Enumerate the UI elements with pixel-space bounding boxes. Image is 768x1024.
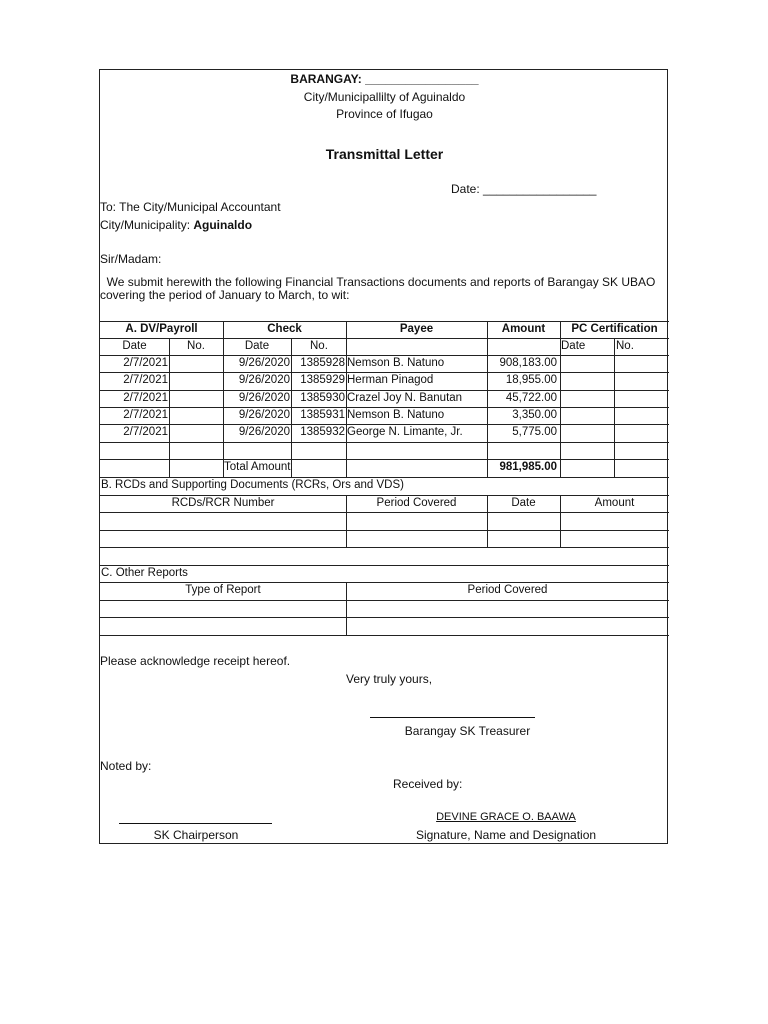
row-check-date: 9/26/2020 xyxy=(238,409,290,421)
grid-line xyxy=(100,459,669,460)
row-payee: Herman Pinagod xyxy=(347,374,434,386)
subheader-dv-date: Date xyxy=(122,340,147,352)
total-amount-value: 981,985.00 xyxy=(499,461,557,473)
header-payee: Payee xyxy=(399,323,434,335)
transmittal-letter-sheet xyxy=(99,69,668,844)
row-payee: George N. Limante, Jr. xyxy=(347,426,463,438)
row-check-no: 1385931 xyxy=(300,409,345,421)
row-dv-date: 2/7/2021 xyxy=(123,392,168,404)
row-dv-date: 2/7/2021 xyxy=(123,374,168,386)
chairperson-title: SK Chairperson xyxy=(153,828,239,842)
province-line: Province of Ifugao xyxy=(336,107,433,121)
city-line: City/Municipallilty of Aguinaldo xyxy=(303,90,466,104)
row-check-date: 9/26/2020 xyxy=(238,392,290,404)
grid-line xyxy=(100,600,669,601)
header-amount: Amount xyxy=(501,323,546,335)
city-municipality-value: Aguinaldo xyxy=(193,218,253,232)
grid-line xyxy=(100,635,669,636)
acknowledge-text: Please acknowledge receipt hereof. xyxy=(100,654,291,668)
to-line: To: The City/Municipal Accountant xyxy=(100,200,281,214)
col-rcd-number: RCDs/RCR Number xyxy=(171,497,275,509)
row-amount: 45,722.00 xyxy=(505,392,557,404)
barangay-label: BARANGAY: _________________ xyxy=(290,72,479,86)
received-by-name: DEVINE GRACE O. BAAWA xyxy=(436,811,576,823)
section-c-title: C. Other Reports xyxy=(101,567,188,579)
row-payee: Nemson B. Natuno xyxy=(347,409,445,421)
salutation: Sir/Madam: xyxy=(100,252,162,266)
row-payee: Crazel Joy N. Banutan xyxy=(347,392,463,404)
col-date: Date xyxy=(511,497,536,509)
header-dv-payroll: A. DV/Payroll xyxy=(125,323,198,335)
date-field: Date: _________________ xyxy=(451,182,597,196)
row-amount: 3,350.00 xyxy=(512,409,557,421)
subheader-pc-no: No. xyxy=(616,340,634,352)
received-designation: Signature, Name and Designation xyxy=(415,828,597,842)
grid-line xyxy=(100,547,669,548)
row-check-no: 1385929 xyxy=(300,374,345,386)
col-period-covered: Period Covered xyxy=(376,497,457,509)
received-by-label: Received by: xyxy=(393,777,463,791)
total-amount-label: Total Amount xyxy=(224,461,291,473)
row-amount: 908,183.00 xyxy=(499,357,557,369)
row-check-no: 1385932 xyxy=(300,426,345,438)
row-check-date: 9/26/2020 xyxy=(238,357,290,369)
grid-line xyxy=(169,338,170,477)
row-amount: 18,955.00 xyxy=(505,374,557,386)
col-period-covered: Period Covered xyxy=(467,584,548,596)
grid-line xyxy=(100,530,669,531)
treasurer-title: Barangay SK Treasurer xyxy=(404,724,531,738)
row-amount: 5,775.00 xyxy=(512,426,557,438)
subheader-pc-date: Date xyxy=(561,340,586,352)
city-municipality-label: City/Municipality: xyxy=(100,218,194,232)
noted-by-label: Noted by: xyxy=(100,759,152,773)
grid-line xyxy=(100,512,669,513)
row-check-date: 9/26/2020 xyxy=(238,374,290,386)
header-pc-certification: PC Certification xyxy=(571,323,658,335)
subheader-check-no: No. xyxy=(310,340,328,352)
city-municipality-line xyxy=(100,218,252,232)
very-truly-yours: Very truly yours, xyxy=(346,672,433,686)
row-dv-date: 2/7/2021 xyxy=(123,357,168,369)
body-line-1: We submit herewith the following Financial Transactions documents and reports of Barangay SK UBAO xyxy=(100,275,656,289)
body-line-2: covering the period of January to March, to wit: xyxy=(100,288,350,302)
page-title: Transmittal Letter xyxy=(325,146,444,162)
row-payee: Nemson B. Natuno xyxy=(347,357,445,369)
row-check-no: 1385930 xyxy=(300,392,345,404)
row-dv-date: 2/7/2021 xyxy=(123,409,168,421)
section-b-title: B. RCDs and Supporting Documents (RCRs, Ors and VDS) xyxy=(101,479,404,491)
chairperson-signature-line xyxy=(119,823,272,824)
col-type-of-report: Type of Report xyxy=(185,584,261,596)
grid-line xyxy=(100,442,669,443)
grid-line xyxy=(100,617,669,618)
treasurer-signature-line xyxy=(370,717,535,718)
header-check: Check xyxy=(267,323,302,335)
row-check-date: 9/26/2020 xyxy=(238,426,290,438)
col-amount: Amount xyxy=(594,497,635,509)
row-check-no: 1385928 xyxy=(300,357,345,369)
row-dv-date: 2/7/2021 xyxy=(123,426,168,438)
grid-line xyxy=(614,338,615,477)
subheader-check-date: Date xyxy=(244,340,270,352)
subheader-dv-no: No. xyxy=(187,340,205,352)
